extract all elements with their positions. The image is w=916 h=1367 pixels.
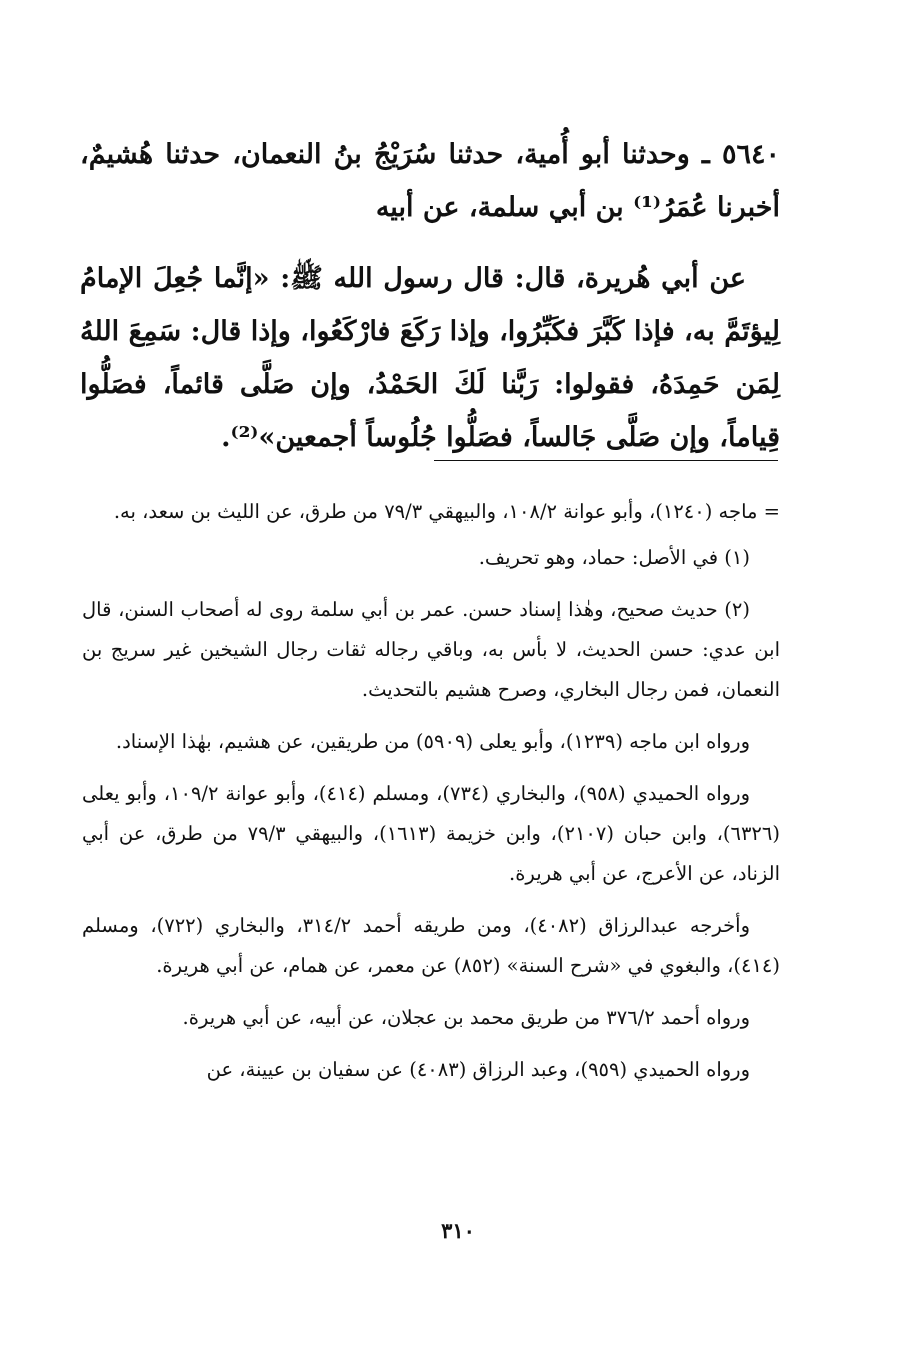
hadith-matn: عن أبي هُريرة، قال: قال رسول الله ﷺ: «إنَّما جُعِلَ الإمامُ لِيؤتَمَّ به، فإذا كَبَّرَ فكَبِّرُوا، وإذا رَكَعَ فارْكَعُوا، وإذا قال: سَمِعَ اللهُ لِمَن حَمِدَهُ، فقولوا: رَبَّنا لَكَ الحَمْدُ، وإن صَلَّى قائماً، فصَلُّوا قِياماً، وإن صَلَّى جَالساً، فصَلُّوا جُلُوساً أجمعين»⁽²⁾. [80,263,780,453]
footnote-2-paragraph: ورواه ابن ماجه (١٢٣٩)، وأبو يعلى (٥٩٠٩) من طريقين، عن هشيم، بهٰذا الإسناد. [115,730,750,753]
footnote-separator [434,460,778,461]
footnote-continuation: = ماجه (١٢٤٠)، وأبو عوانة ١٠٨/٢، والبيهقي ٧٩/٣ من طرق، عن الليث بن سعد، به. [113,500,780,523]
footnote-2-paragraph: ورواه الحميدي (٩٥٨)، والبخاري (٧٣٤)، ومسلم (٤١٤)، وأبو عوانة ١٠٩/٢، وأبو يعلى (٦٣٢٦)، وابن حبان (٢١٠٧)، وابن خزيمة (١٦١٣)، والبيهقي ٧٩/٣ من طرق، عن أبي الزناد، عن الأعرج، عن أبي هريرة. [82,782,780,885]
footnote-2-paragraph: وأخرجه عبدالرزاق (٤٠٨٢)، ومن طريقه أحمد ٣١٤/٢، والبخاري (٧٢٢)، ومسلم (٤١٤)، والبغوي في «شرح السنة» (٨٥٢) عن معمر، عن همام، عن أبي هريرة. [82,914,780,977]
footnote-2-paragraph: ورواه أحمد ٣٧٦/٢ من طريق محمد بن عجلان، عن أبيه، عن أبي هريرة. [182,1006,750,1029]
footnote-2: (٢) حديث صحيح، وهٰذا إسناد حسن. عمر بن أبي سلمة روى له أصحاب السنن، قال ابن عدي: حسن الحديث، لا بأس به، وباقي رجاله ثقات رجال الشيخين غير سريج بن النعمان، فمن رجال البخاري، وصرح هشيم بالتحديث. [82,598,780,701]
main-text [80,128,780,464]
page-number: ٣١٠ [441,1218,475,1243]
footnotes [82,492,780,1102]
footnote-1: (١) في الأصل: حماد، وهو تحريف. [478,546,750,569]
footnote-2-paragraph: ورواه الحميدي (٩٥٩)، وعبد الرزاق (٤٠٨٣) عن سفيان بن عيينة، عن [206,1058,750,1081]
hadith-isnad: ٥٦٤٠ ـ وحدثنا أبو أُمية، حدثنا سُرَيْجُ بنُ النعمان، حدثنا هُشيمٌ، أخبرنا عُمَرُ⁽¹⁾ بن أبي سلمة، عن أبيه [80,139,780,223]
hadith-block [80,128,780,464]
